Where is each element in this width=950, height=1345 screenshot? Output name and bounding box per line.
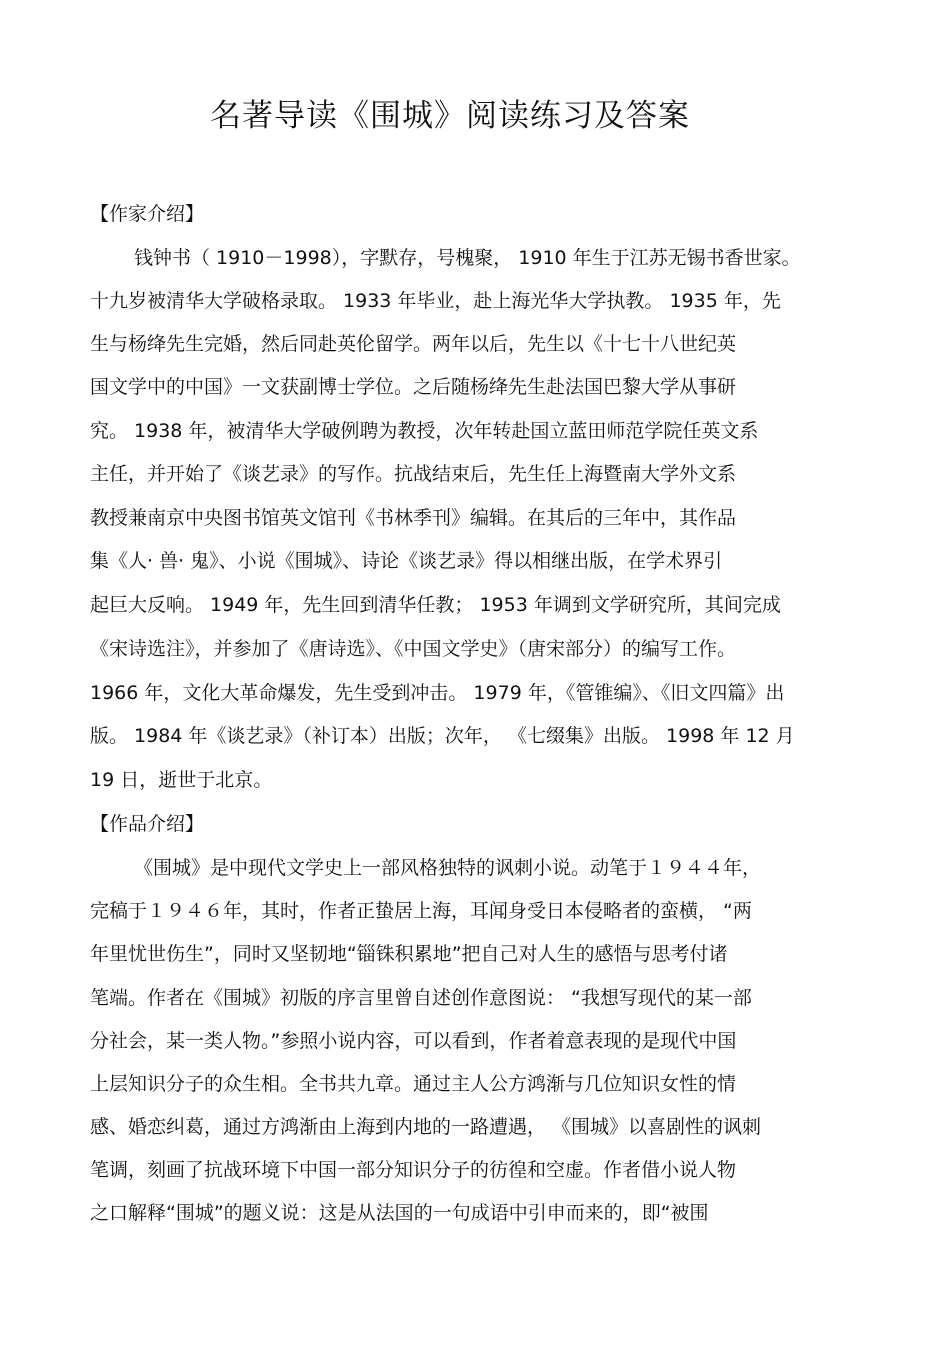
paragraph-line: 《围城》是中现代文学史上一部风格独特的讽刺小说。动笔于１９４４年， <box>134 857 762 879</box>
paragraph-line: 《宋诗选注》，并参加了《唐诗选》、《中国文学史》（唐宋部分）的编写工作。 <box>90 638 737 660</box>
paragraph-line: 19 日，逝世于北京。 <box>90 769 273 791</box>
paragraph-line: 笔端。作者在《围城》初版的序言里曾自述创作意图说： “我想写现代的某一部 <box>90 987 752 1009</box>
paragraph-line: 十九岁被清华大学破格录取。 1933 年毕业，赴上海光华大学执教。 1935 年，先 <box>90 290 781 312</box>
paragraph-line: 国文学中的中国》一文获副博士学位。之后随杨绛先生赴法国巴黎大学从事研 <box>90 376 737 398</box>
paragraph-line: 分社会，某一类人物。”参照小说内容，可以看到，作者着意表现的是现代中国 <box>90 1030 737 1052</box>
paragraph-line: 钱钟书（ 1910－1998），字默存，号槐聚， 1910 年生于江苏无锡书香世家。 <box>134 247 801 269</box>
paragraph-line: 生与杨绛先生完婚，然后同赴英伦留学。两年以后，先生以《十七十八世纪英 <box>90 333 737 355</box>
section-heading-author: 【作家介绍】 <box>90 203 205 225</box>
paragraph-line: 上层知识分子的众生相。全书共九章。通过主人公方鸿渐与几位知识女性的情 <box>90 1073 737 1095</box>
paragraph-line: 集《人· 兽· 鬼》、小说《围城》、诗论《谈艺录》得以相继出版，在学术界引 <box>90 550 723 572</box>
paragraph-line: 究。 1938 年，被清华大学破例聘为教授，次年转赴国立蓝田师范学院任英文系 <box>90 420 759 442</box>
paragraph-line: 教授兼南京中央图书馆英文馆刊《书林季刊》编辑。在其后的三年中，其作品 <box>90 507 737 529</box>
paragraph-line: 感、婚恋纠葛，通过方鸿渐由上海到内地的一路遭遇， 《围城》以喜剧性的讽刺 <box>90 1116 762 1138</box>
paragraph-line: 起巨大反响。 1949 年，先生回到清华任教； 1953 年调到文学研究所，其间完成 <box>90 594 781 616</box>
section-heading-work: 【作品介绍】 <box>90 813 205 835</box>
paragraph-line: 之口解释“围城”的题义说：这是从法国的一句成语中引申而来的，即“被围 <box>90 1202 709 1224</box>
paragraph-line: 1966 年，文化大革命爆发，先生受到冲击。 1979 年，《管锥编》、《旧文四篇》出 <box>90 682 785 704</box>
paragraph-line: 笔调，刻画了抗战环境下中国一部分知识分子的彷徨和空虚。作者借小说人物 <box>90 1159 737 1181</box>
paragraph-line: 年里忧世伤生”，同时又坚韧地“锱铢积累地”把自己对人生的感悟与思考付诸 <box>90 943 728 965</box>
page-title: 名著导读《围城》阅读练习及答案 <box>210 98 690 134</box>
paragraph-line: 完稿于１９４６年，其时，作者正蛰居上海，耳闻身受日本侵略者的蛮横， “两 <box>90 900 752 922</box>
paragraph-line: 主任，并开始了《谈艺录》的写作。抗战结束后，先生任上海暨南大学外文系 <box>90 463 737 485</box>
paragraph-line: 版。 1984 年《谈艺录》（补订本）出版；次年， 《七缀集》出版。 1998 年 12 月 <box>90 725 795 747</box>
